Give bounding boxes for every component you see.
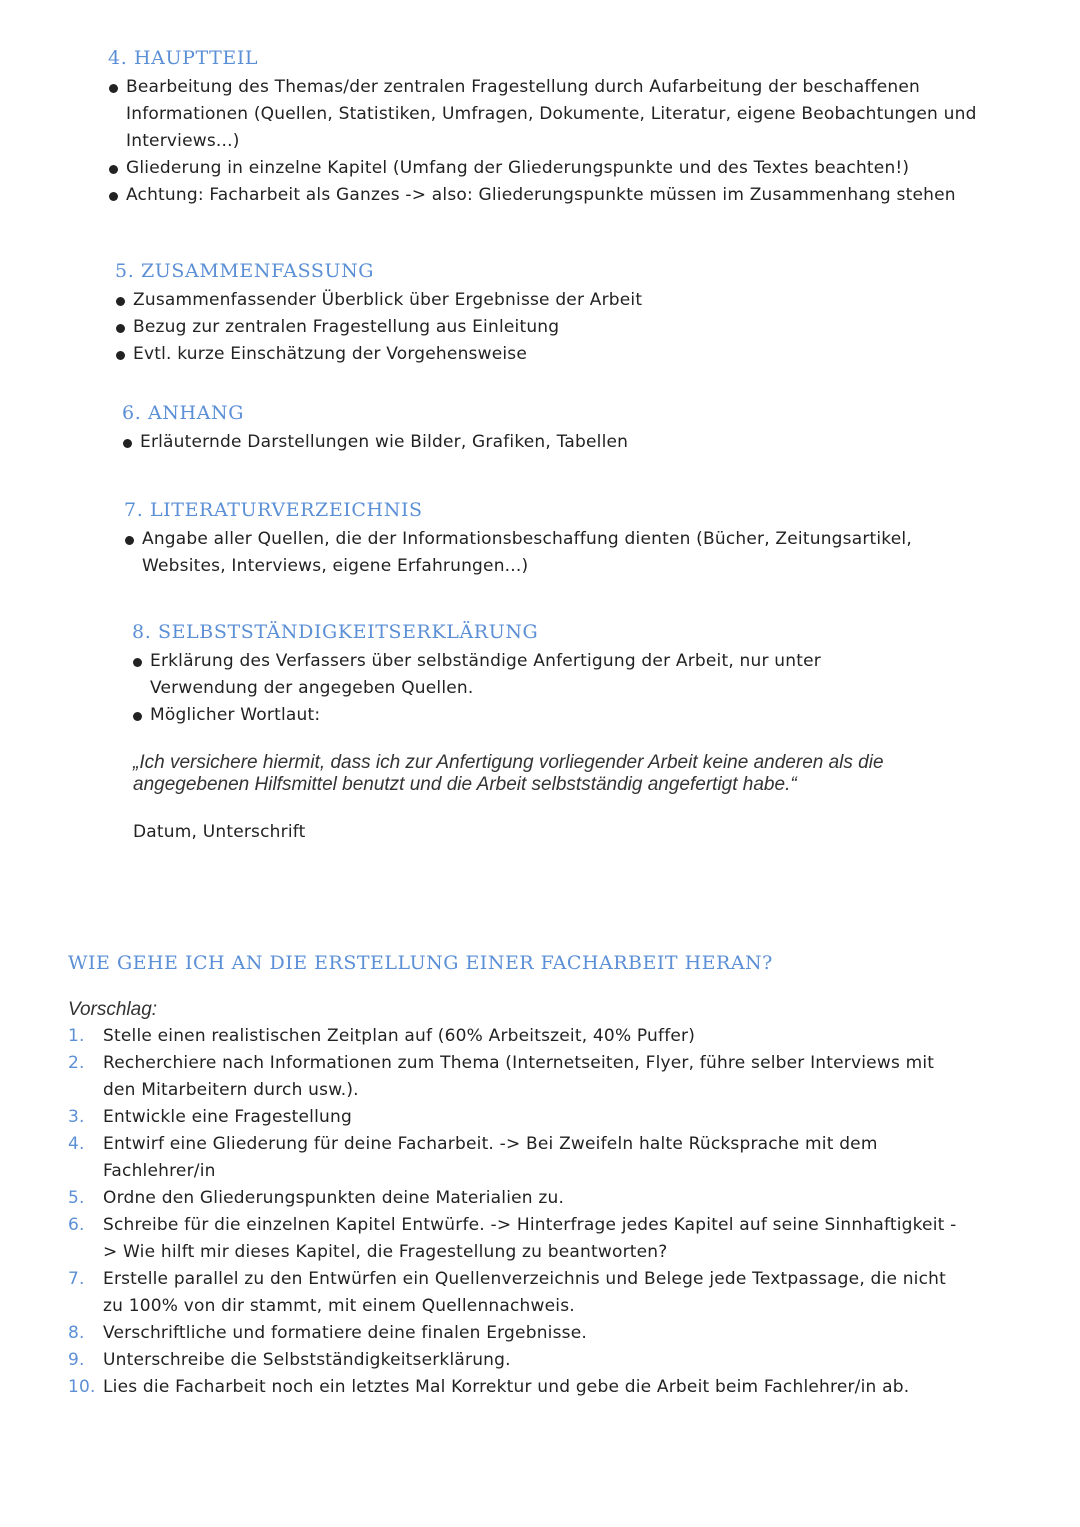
section-anhang (122, 401, 982, 456)
section-heading: 8. SELBSTSTÄNDIGKEITSERKLÄRUNG (132, 621, 539, 643)
step-number: 10. (68, 1377, 96, 1397)
section-heading: 4. HAUPTTEIL (108, 47, 259, 69)
signature-line: Datum, Unterschrift (133, 822, 306, 842)
list-item: Möglicher Wortlaut: (132, 702, 872, 729)
list-item (68, 1266, 968, 1320)
step-number: 8. (68, 1323, 85, 1343)
list-item: Zusammenfassender Überblick über Ergebnisse der Arbeit (115, 287, 975, 314)
howto-intro: Vorschlag: (68, 999, 158, 1020)
list-item: Gliederung in einzelne Kapitel (Umfang der Gliederungspunkte und des Textes beachten!) (108, 155, 988, 182)
section-zusammenfassung (115, 259, 975, 368)
step-text: Verschriftliche und formatiere deine finalen Ergebnisse. (103, 1323, 587, 1343)
bullet-list (108, 74, 988, 209)
list-item (68, 1347, 968, 1374)
section-heading: 7. LITERATURVERZEICHNIS (124, 499, 423, 521)
step-number: 3. (68, 1107, 85, 1127)
step-text: Entwirf eine Gliederung für deine Facharbeit. -> Bei Zweifeln halte Rücksprache mit dem Fachlehrer/in (103, 1134, 878, 1181)
step-number: 9. (68, 1350, 85, 1370)
list-item (68, 1185, 968, 1212)
step-text: Recherchiere nach Informationen zum Thema (Internetseiten, Flyer, führe selber Interviews mit den Mitarbeitern durch usw.). (103, 1053, 935, 1100)
list-item (68, 1212, 968, 1266)
bullet-list (122, 429, 982, 456)
steps-list (68, 1023, 968, 1401)
list-item: Bearbeitung des Themas/der zentralen Fragestellung durch Aufarbeitung der beschaffenen Informationen (Quellen, Statistiken, Umfragen, Dokumente, Literatur, eigene Beobachtungen und Interviews...) (108, 74, 988, 155)
step-text: Lies die Facharbeit noch ein letztes Mal Korrektur und gebe die Arbeit beim Fachlehrer/in ab. (103, 1377, 910, 1397)
declaration-quote: „Ich versichere hiermit, dass ich zur Anfertigung vorliegender Arbeit keine anderen als die angegebenen Hilfsmittel benutzt und die Arbeit selbstständig angefertigt habe.“ (133, 752, 884, 795)
howto-section (68, 997, 968, 1401)
list-item (68, 1320, 968, 1347)
bullet-list (132, 648, 872, 729)
bullet-list (115, 287, 975, 368)
step-number: 5. (68, 1188, 85, 1208)
list-item: Evtl. kurze Einschätzung der Vorgehensweise (115, 341, 975, 368)
list-item: Erläuternde Darstellungen wie Bilder, Grafiken, Tabellen (122, 429, 982, 456)
list-item (68, 1023, 968, 1050)
list-item: Bezug zur zentralen Fragestellung aus Einleitung (115, 314, 975, 341)
list-item (68, 1374, 968, 1401)
list-item (68, 1104, 968, 1131)
list-item (68, 1050, 968, 1104)
step-number: 2. (68, 1053, 85, 1073)
list-item: Achtung: Facharbeit als Ganzes -> also: Gliederungspunkte müssen im Zusammenhang stehen (108, 182, 988, 209)
step-text: Unterschreibe die Selbstständigkeitserklärung. (103, 1350, 511, 1370)
step-text: Erstelle parallel zu den Entwürfen ein Quellenverzeichnis und Belege jede Textpassage, die nicht zu 100% von dir stammt, mit einem Quellennachweis. (103, 1269, 946, 1316)
step-number: 6. (68, 1215, 85, 1235)
section-hauptteil (108, 46, 988, 209)
section-selbststaendigkeitserklaerung (132, 620, 962, 729)
section-heading: 6. ANHANG (122, 402, 245, 424)
list-item: Angabe aller Quellen, die der Informationsbeschaffung dienten (Bücher, Zeitungsartikel, Websites, Interviews, eigene Erfahrungen...) (124, 526, 954, 580)
step-number: 4. (68, 1134, 85, 1154)
section-heading: 5. ZUSAMMENFASSUNG (115, 260, 375, 282)
step-text: Schreibe für die einzelnen Kapitel Entwürfe. -> Hinterfrage jedes Kapitel auf seine Sinnhaftigkeit -> Wie hilft mir dieses Kapitel, die Fragestellung zu beantworten? (103, 1215, 957, 1262)
section-literaturverzeichnis (124, 498, 954, 580)
list-item (68, 1131, 968, 1185)
list-item: Erklärung des Verfassers über selbständige Anfertigung der Arbeit, nur unter Verwendung der angegeben Quellen. (132, 648, 872, 702)
step-number: 1. (68, 1026, 85, 1046)
step-number: 7. (68, 1269, 85, 1289)
step-text: Stelle einen realistischen Zeitplan auf (60% Arbeitszeit, 40% Puffer) (103, 1026, 696, 1046)
step-text: Entwickle eine Fragestellung (103, 1107, 352, 1127)
bullet-list (124, 526, 954, 580)
step-text: Ordne den Gliederungspunkten deine Materialien zu. (103, 1188, 565, 1208)
howto-heading: WIE GEHE ICH AN DIE ERSTELLUNG EINER FACHARBEIT HERAN? (68, 952, 773, 974)
